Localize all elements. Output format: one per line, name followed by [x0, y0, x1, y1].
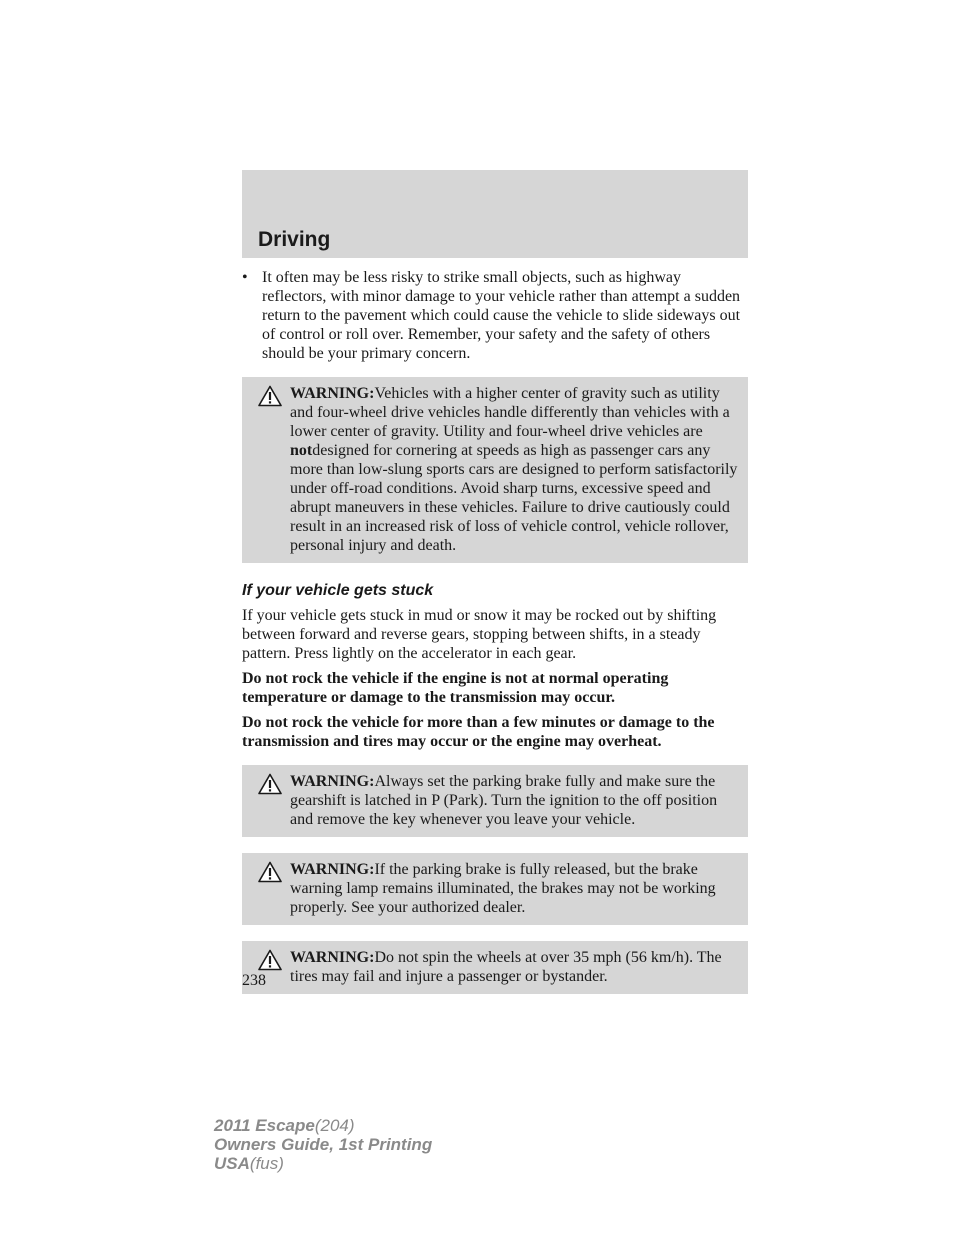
warning-box [242, 765, 748, 837]
warning-triangle-icon [258, 385, 282, 407]
warning-body-cont: designed for cornering at speeds as high as passenger cars any more than low-slung sports cars are designed to perform satisfactorily under off-road conditions. Avoid sharp turns, excessive speed and abrupt maneuvers in these vehicles. Failure to drive cautiously could result in an increased risk of loss of vehicle control, vehicle rollover, personal injury and death. [290, 442, 738, 554]
warning-box [242, 377, 748, 563]
warning-body: Vehicles with a higher center of gravity such as utility and four-wheel drive vehicles handle differently than vehicles with a lower center of gravity. Utility and four-wheel drive vehicles are [290, 385, 730, 440]
warning-box [242, 853, 748, 925]
footer-market: USA [214, 1154, 250, 1173]
warning-body: Do not spin the wheels at over 35 mph (56 km/h). The tires may fail and injure a passenger or bystander. [290, 949, 722, 985]
warning-text [242, 384, 740, 555]
footer-model-code: (204) [314, 1116, 355, 1135]
warning-text [242, 860, 740, 917]
warning-text [242, 772, 740, 829]
section-header-band [242, 170, 748, 258]
footer-model: 2011 Escape [214, 1116, 315, 1135]
section-paragraph: If your vehicle gets stuck in mud or snow it may be rocked out by shifting between forward and reverse gears, stopping between shifts, in a steady pattern. Press lightly on the accelerator in each gear. [242, 607, 717, 662]
warning-label: WARNING: [290, 773, 375, 790]
footer-market-code: (fus) [249, 1154, 284, 1173]
warning-text [242, 948, 740, 986]
warning-body: If the parking brake is fully released, but the brake warning lamp remains illuminated, the brakes may not be working properly. See your authorized dealer. [290, 861, 716, 916]
warning-body: Always set the parking brake fully and make sure the gearshift is latched in P (Park). Turn the ignition to the off position and remove the key whenever you leave your vehicle. [290, 773, 718, 828]
footer-line [214, 1116, 432, 1135]
bullet-mark: • [242, 269, 248, 286]
caution-paragraph: Do not rock the vehicle if the engine is not at normal operating temperature or damage to the transmission may occur. [242, 670, 669, 706]
page-number: 238 [242, 972, 266, 989]
footer-line [214, 1154, 432, 1173]
warning-triangle-icon [258, 861, 282, 883]
section-title: Driving [258, 228, 331, 251]
caution-paragraph: Do not rock the vehicle for more than a few minutes or damage to the transmission and tires may occur or the engine may overheat. [242, 714, 715, 750]
page-content [242, 268, 748, 1010]
warning-label: WARNING: [290, 949, 375, 966]
warning-emphasis: not [290, 442, 313, 459]
print-footer [214, 1116, 432, 1173]
warning-label: WARNING: [290, 385, 375, 402]
warning-label: WARNING: [290, 861, 375, 878]
bullet-text: It often may be less risky to strike small objects, such as highway reflectors, with minor damage to your vehicle rather than attempt a sudden return to the pavement which could cause the vehicle to slide sideways out of control or roll over. Remember, your safety and the safety of others should be your primary concern. [262, 269, 741, 362]
section-heading: If your vehicle gets stuck [242, 582, 434, 599]
footer-printing: Owners Guide, 1st Printing [214, 1135, 433, 1154]
warning-triangle-icon [258, 773, 282, 795]
warning-box [242, 941, 748, 994]
bullet-item [242, 268, 748, 363]
warning-triangle-icon [258, 949, 282, 971]
